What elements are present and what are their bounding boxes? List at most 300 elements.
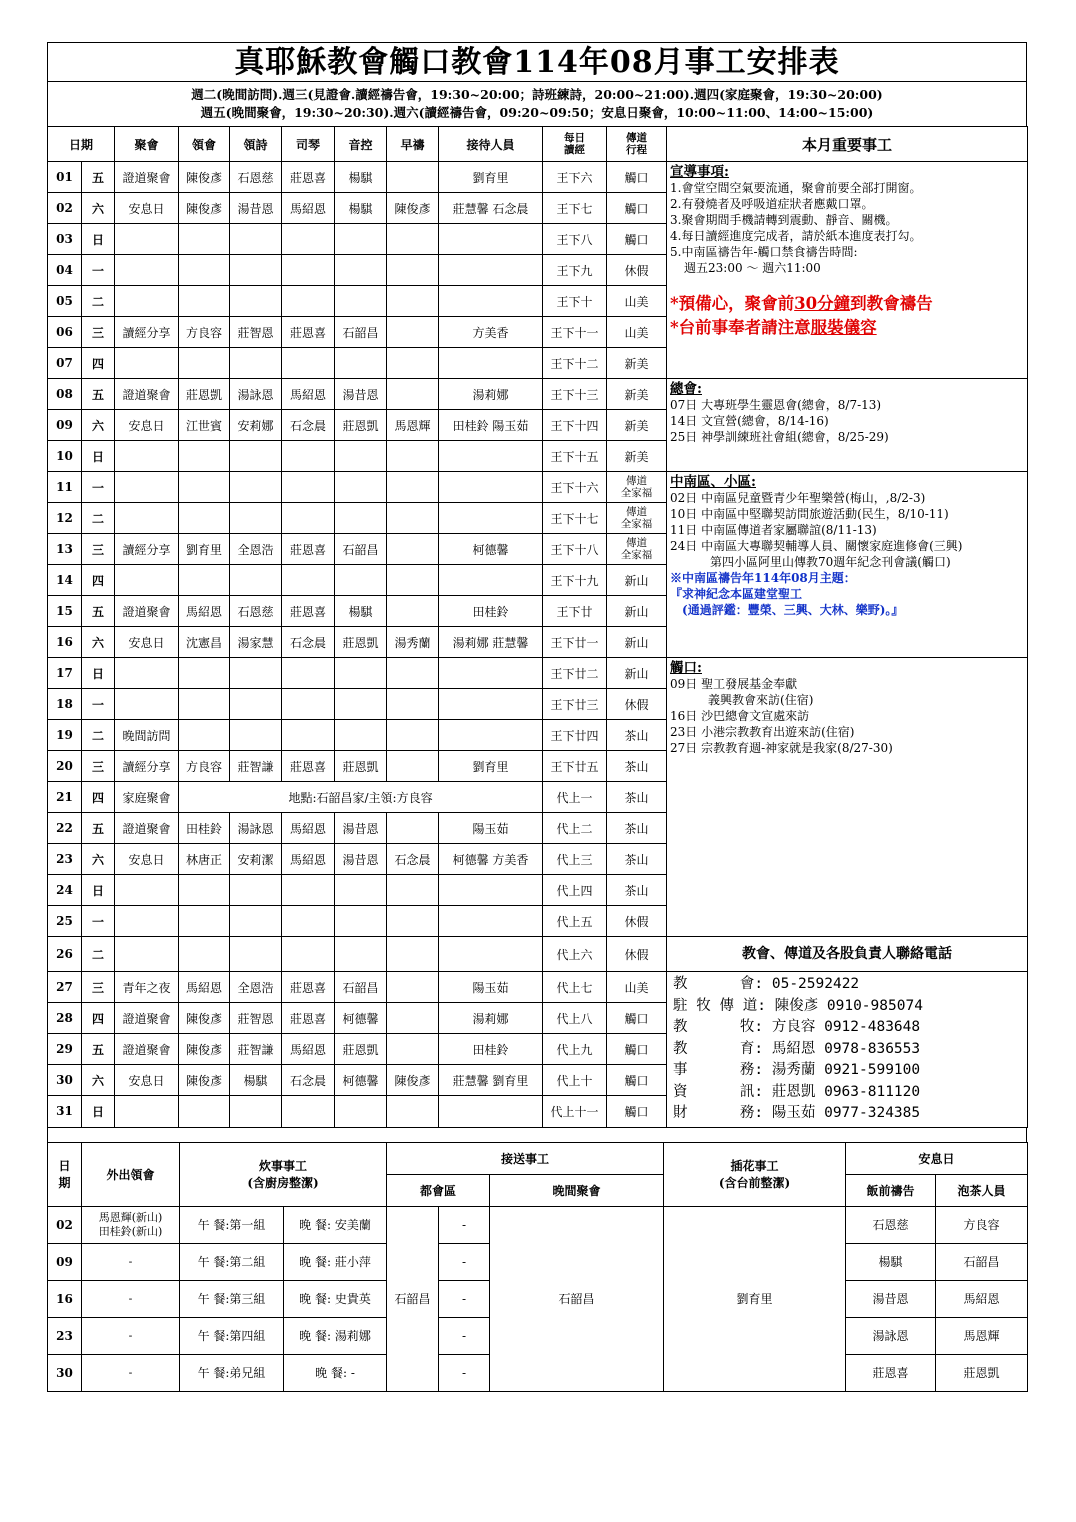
- meeting-cell: 證道聚會: [115, 162, 179, 193]
- preacher-location-cell: 山美: [607, 317, 667, 348]
- local-church-item: 27日 宗教教育週-神家就是我家(8/27-30): [670, 741, 893, 755]
- meeting-cell: 證道聚會: [115, 379, 179, 410]
- daily-reading-cell: 王下十六: [543, 472, 607, 503]
- reception-cell: 劉育里: [439, 162, 543, 193]
- morning-prayer-cell: [387, 224, 439, 255]
- page-title: 真耶穌教會觸口教會114年08月事工安排表: [47, 42, 1027, 82]
- meeting-cell: [115, 286, 179, 317]
- morning-prayer-cell: [387, 317, 439, 348]
- reminder-attire-text: *台前事奉者請注意: [670, 318, 811, 337]
- sound-control-cell: 石韶昌: [335, 534, 387, 565]
- meeting-details-cell: 地點:石韶昌家/主領:方良容: [179, 782, 543, 813]
- weekday-cell: 五: [82, 813, 115, 844]
- outside-leader-cell: -: [82, 1354, 180, 1391]
- meeting-cell: 讀經分享: [115, 317, 179, 348]
- meeting-cell: [115, 503, 179, 534]
- meeting-cell: [115, 255, 179, 286]
- local-church-item: 09日 聖工發展基金奉獻: [670, 677, 798, 691]
- metro-secondary-cell: -: [439, 1280, 490, 1317]
- meeting-cell: [115, 875, 179, 906]
- morning-prayer-cell: [387, 255, 439, 286]
- region-prayer-theme: ※中南區禱告年114年08月主題：: [670, 571, 856, 585]
- notices-panel: [667, 162, 1028, 379]
- daily-reading-cell: 王下十四: [543, 410, 607, 441]
- leader-cell: 陳俊彥: [179, 1003, 230, 1034]
- lunch-duty-cell: 午 餐:第一組: [180, 1206, 284, 1243]
- date-cell: 20: [48, 751, 82, 782]
- reception-cell: [439, 720, 543, 751]
- leader-cell: 陳俊彥: [179, 193, 230, 224]
- weekday-cell: 三: [82, 534, 115, 565]
- hymn-leader-cell: [230, 286, 282, 317]
- daily-reading-cell: 王下廿四: [543, 720, 607, 751]
- leader-cell: 田桂鈴: [179, 813, 230, 844]
- pianist-cell: 莊恩喜: [282, 534, 335, 565]
- meal-prayer-cell: 湯昔恩: [846, 1280, 936, 1317]
- date-cell: 28: [48, 1003, 82, 1034]
- schedule-row: [48, 658, 1028, 689]
- pianist-cell: [282, 937, 335, 972]
- section-gap: [47, 1128, 1027, 1142]
- pianist-cell: 石念晨: [282, 627, 335, 658]
- daily-reading-cell: 代上四: [543, 875, 607, 906]
- weekday-cell: 一: [82, 689, 115, 720]
- preacher-location-cell: 觸口: [607, 1003, 667, 1034]
- preacher-location-cell: 休假: [607, 689, 667, 720]
- weekly-schedule-note: [47, 82, 1027, 126]
- meeting-cell: [115, 224, 179, 255]
- preacher-location-cell: 新美: [607, 379, 667, 410]
- date-cell: 07: [48, 348, 82, 379]
- reception-cell: [439, 503, 543, 534]
- pianist-cell: [282, 1096, 335, 1127]
- contact-item: 教 育: 馬紹恩 0978-836553: [673, 1040, 921, 1057]
- outside-leader-cell: 馬恩輝(新山) 田桂鈴(新山): [82, 1206, 180, 1243]
- duty-row: [48, 1206, 1028, 1243]
- morning-prayer-cell: [387, 534, 439, 565]
- date-cell: 23: [48, 844, 82, 875]
- pianist-cell: 馬紹恩: [282, 813, 335, 844]
- notice-item: 4.每日讀經進度完成者，請於紙本進度表打勾。: [670, 229, 922, 243]
- reception-cell: 田桂鈴: [439, 596, 543, 627]
- lunch-duty-cell: 午 餐:第三組: [180, 1280, 284, 1317]
- sound-control-cell: 湯昔恩: [335, 813, 387, 844]
- meeting-cell: [115, 348, 179, 379]
- col-header-date: 日期: [48, 127, 115, 162]
- tea-service-cell: 馬恩輝: [936, 1317, 1028, 1354]
- daily-reading-cell: 王下十一: [543, 317, 607, 348]
- daily-reading-cell: 王下十二: [543, 348, 607, 379]
- leader-cell: [179, 472, 230, 503]
- duty-header-transport: 接送事工: [387, 1142, 664, 1174]
- weekday-cell: 日: [82, 1096, 115, 1127]
- region-panel: [667, 472, 1028, 658]
- reminder-prayer: [670, 292, 1024, 316]
- daily-reading-cell: 代上八: [543, 1003, 607, 1034]
- morning-prayer-cell: [387, 751, 439, 782]
- sound-control-cell: [335, 255, 387, 286]
- region-item: 10日 中南區中堅聯契訪問旅遊活動(民生，8/10-11): [670, 507, 949, 521]
- meeting-cell: 青年之夜: [115, 972, 179, 1003]
- table-header: [48, 127, 1028, 162]
- schedule-sheet: [47, 42, 1027, 1402]
- monthly-schedule-table: [47, 126, 1028, 1128]
- meeting-cell: 證道聚會: [115, 1003, 179, 1034]
- leader-cell: 劉育里: [179, 534, 230, 565]
- daily-reading-cell: 代上一: [543, 782, 607, 813]
- date-cell: 03: [48, 224, 82, 255]
- contacts-header-cell: [667, 937, 1028, 972]
- preacher-location-cell: 觸口: [607, 162, 667, 193]
- weekday-cell: 四: [82, 348, 115, 379]
- reception-cell: 柯德馨: [439, 534, 543, 565]
- weekday-cell: 四: [82, 782, 115, 813]
- morning-prayer-cell: [387, 441, 439, 472]
- pianist-cell: [282, 503, 335, 534]
- pianist-cell: [282, 658, 335, 689]
- hymn-leader-cell: [230, 937, 282, 972]
- hymn-leader-cell: [230, 503, 282, 534]
- weekday-cell: 六: [82, 410, 115, 441]
- metro-secondary-cell: -: [439, 1243, 490, 1280]
- morning-prayer-cell: [387, 720, 439, 751]
- leader-cell: [179, 875, 230, 906]
- duty-header-row: [48, 1142, 1028, 1174]
- weekday-cell: 四: [82, 565, 115, 596]
- preacher-location-cell: 茶山: [607, 813, 667, 844]
- sound-control-cell: [335, 565, 387, 596]
- weekday-cell: 日: [82, 658, 115, 689]
- preacher-location-cell: 新山: [607, 627, 667, 658]
- date-cell: 10: [48, 441, 82, 472]
- reminder-attire-emphasis: 服裝儀容: [810, 318, 877, 337]
- meeting-cell: [115, 565, 179, 596]
- morning-prayer-cell: [387, 596, 439, 627]
- region-item: 第四小區阿里山傳教70週年紀念刊會議(觸口): [710, 555, 951, 569]
- general-assembly-panel: [667, 379, 1028, 472]
- date-cell: 09: [48, 410, 82, 441]
- reception-cell: [439, 565, 543, 596]
- meeting-cell: [115, 472, 179, 503]
- hymn-leader-cell: 湯家慧: [230, 627, 282, 658]
- reminder-prayer-text-end: 到教會禱告: [850, 294, 933, 313]
- hymn-leader-cell: 全恩浩: [230, 972, 282, 1003]
- duty-header-meal-prayer: 飯前禱告: [846, 1174, 936, 1206]
- leader-cell: [179, 224, 230, 255]
- preacher-location-cell: 休假: [607, 937, 667, 972]
- date-cell: 26: [48, 937, 82, 972]
- date-cell: 29: [48, 1034, 82, 1065]
- duty-date-cell: 09: [48, 1243, 82, 1280]
- duty-header-date: 日 期: [48, 1142, 82, 1206]
- col-header-meeting: 聚會: [115, 127, 179, 162]
- region-item: 24日 中南區大專聯契輔導人員、關懷家庭進修會(三興): [670, 539, 963, 553]
- morning-prayer-cell: 陳俊彥: [387, 1065, 439, 1096]
- date-cell: 06: [48, 317, 82, 348]
- pianist-cell: [282, 286, 335, 317]
- leader-cell: 方良容: [179, 317, 230, 348]
- pianist-cell: [282, 689, 335, 720]
- sound-control-cell: 湯昔恩: [335, 844, 387, 875]
- weekday-cell: 五: [82, 1034, 115, 1065]
- reception-cell: [439, 348, 543, 379]
- notice-item: 5.中南區禱告年-觸口禁食禱告時間:: [670, 245, 858, 259]
- pianist-cell: 馬紹恩: [282, 379, 335, 410]
- meeting-cell: 晚間訪問: [115, 720, 179, 751]
- reception-cell: 田桂鈴: [439, 1034, 543, 1065]
- pianist-cell: 馬紹恩: [282, 193, 335, 224]
- weekday-cell: 五: [82, 162, 115, 193]
- morning-prayer-cell: [387, 689, 439, 720]
- sound-control-cell: [335, 441, 387, 472]
- notice-item: 1.會堂空間空氣要流通，聚會前要全部打開窗。: [670, 181, 922, 195]
- hymn-leader-cell: [230, 720, 282, 751]
- meeting-cell: 證道聚會: [115, 596, 179, 627]
- hymn-leader-cell: [230, 875, 282, 906]
- col-header-reception: 接待人員: [439, 127, 543, 162]
- contacts-panel: [667, 972, 1028, 1128]
- weekday-cell: 三: [82, 972, 115, 1003]
- sound-control-cell: [335, 503, 387, 534]
- weekday-cell: 六: [82, 193, 115, 224]
- hymn-leader-cell: [230, 441, 282, 472]
- weekday-cell: 日: [82, 441, 115, 472]
- duty-date-cell: 02: [48, 1206, 82, 1243]
- daily-reading-cell: 王下廿: [543, 596, 607, 627]
- weekday-cell: 日: [82, 875, 115, 906]
- leader-cell: 馬紹恩: [179, 596, 230, 627]
- leader-cell: 莊恩凱: [179, 379, 230, 410]
- preacher-location-cell: 新美: [607, 410, 667, 441]
- meeting-cell: [115, 658, 179, 689]
- weekday-cell: 五: [82, 596, 115, 627]
- leader-cell: [179, 1096, 230, 1127]
- col-header-morning-prayer: 早禱: [387, 127, 439, 162]
- sound-control-cell: [335, 875, 387, 906]
- date-cell: 31: [48, 1096, 82, 1127]
- morning-prayer-cell: [387, 348, 439, 379]
- preacher-location-cell: 觸口: [607, 1096, 667, 1127]
- duty-date-cell: 16: [48, 1280, 82, 1317]
- region-prayer-theme-line: 『求神紀念本區建堂聖工: [670, 587, 803, 601]
- daily-reading-cell: 王下十: [543, 286, 607, 317]
- reception-cell: [439, 937, 543, 972]
- date-cell: 11: [48, 472, 82, 503]
- date-cell: 01: [48, 162, 82, 193]
- leader-cell: 陳俊彥: [179, 1034, 230, 1065]
- preacher-location-cell: 新山: [607, 658, 667, 689]
- date-cell: 14: [48, 565, 82, 596]
- meeting-cell: 安息日: [115, 193, 179, 224]
- meal-prayer-cell: 莊恩喜: [846, 1354, 936, 1391]
- daily-reading-cell: 代上十一: [543, 1096, 607, 1127]
- leader-cell: [179, 689, 230, 720]
- contact-item: 教 會: 05-2592422: [673, 976, 860, 992]
- tea-service-cell: 馬紹恩: [936, 1280, 1028, 1317]
- meal-prayer-cell: 楊騏: [846, 1243, 936, 1280]
- morning-prayer-cell: [387, 286, 439, 317]
- reminder-prayer-text: *預備心，聚會前: [670, 294, 795, 313]
- daily-reading-cell: 王下廿一: [543, 627, 607, 658]
- daily-reading-cell: 代上十: [543, 1065, 607, 1096]
- reception-cell: [439, 906, 543, 937]
- metro-secondary-cell: -: [439, 1206, 490, 1243]
- outside-leader-cell: -: [82, 1280, 180, 1317]
- hymn-leader-cell: 湯詠恩: [230, 379, 282, 410]
- daily-reading-cell: 王下十三: [543, 379, 607, 410]
- leader-cell: [179, 441, 230, 472]
- dinner-duty-cell: 晚 餐: 史貴英: [284, 1280, 387, 1317]
- weekday-cell: 一: [82, 472, 115, 503]
- reception-cell: [439, 441, 543, 472]
- ministry-duty-table: [47, 1142, 1028, 1392]
- morning-prayer-cell: 馬恩輝: [387, 410, 439, 441]
- daily-reading-cell: 王下十八: [543, 534, 607, 565]
- preacher-location-cell: 休假: [607, 255, 667, 286]
- hymn-leader-cell: [230, 565, 282, 596]
- date-cell: 24: [48, 875, 82, 906]
- flower-duty-cell: 劉育里: [664, 1206, 846, 1391]
- reception-cell: 劉育里: [439, 751, 543, 782]
- leader-cell: 馬紹恩: [179, 972, 230, 1003]
- leader-cell: [179, 255, 230, 286]
- preacher-location-cell: 新美: [607, 441, 667, 472]
- pianist-cell: 莊恩喜: [282, 596, 335, 627]
- sound-control-cell: [335, 224, 387, 255]
- leader-cell: 江世賓: [179, 410, 230, 441]
- pianist-cell: [282, 472, 335, 503]
- weekday-cell: 二: [82, 503, 115, 534]
- local-church-panel: [667, 658, 1028, 937]
- leader-cell: [179, 658, 230, 689]
- morning-prayer-cell: [387, 1034, 439, 1065]
- sound-control-cell: 柯德馨: [335, 1065, 387, 1096]
- duty-date-cell: 23: [48, 1317, 82, 1354]
- weekday-cell: 六: [82, 627, 115, 658]
- hymn-leader-cell: 莊智謙: [230, 1034, 282, 1065]
- metro-secondary-cell: -: [439, 1317, 490, 1354]
- sound-control-cell: [335, 689, 387, 720]
- date-cell: 13: [48, 534, 82, 565]
- leader-cell: [179, 720, 230, 751]
- tea-service-cell: 莊恩凱: [936, 1354, 1028, 1391]
- weekday-cell: 二: [82, 937, 115, 972]
- local-church-item: 義興教會來訪(住宿): [708, 693, 814, 707]
- sound-control-cell: [335, 286, 387, 317]
- general-assembly-item: 07日 大專班學生靈恩會(總會，8/7-13): [670, 398, 882, 412]
- date-cell: 15: [48, 596, 82, 627]
- reception-cell: 莊慧馨 石念晨: [439, 193, 543, 224]
- duty-date-cell: 30: [48, 1354, 82, 1391]
- meeting-cell: 讀經分享: [115, 534, 179, 565]
- hymn-leader-cell: [230, 224, 282, 255]
- preacher-location-cell: 茶山: [607, 720, 667, 751]
- sound-control-cell: 楊騏: [335, 193, 387, 224]
- reception-cell: 柯德馨 方美香: [439, 844, 543, 875]
- meeting-cell: 安息日: [115, 844, 179, 875]
- outside-leader-cell: -: [82, 1243, 180, 1280]
- meal-prayer-cell: 石恩慈: [846, 1206, 936, 1243]
- date-cell: 27: [48, 972, 82, 1003]
- daily-reading-cell: 代上三: [543, 844, 607, 875]
- region-item: 02日 中南區兒童暨青少年聖樂營(梅山，,8/2-3): [670, 491, 926, 505]
- pianist-cell: 石念晨: [282, 1065, 335, 1096]
- notice-item: 3.聚會期間手機請轉到震動、靜音、關機。: [670, 213, 898, 227]
- reception-cell: 陽玉茹: [439, 813, 543, 844]
- reception-cell: [439, 255, 543, 286]
- hymn-leader-cell: 楊騏: [230, 1065, 282, 1096]
- hymn-leader-cell: [230, 472, 282, 503]
- pianist-cell: 石念晨: [282, 410, 335, 441]
- weekday-cell: 三: [82, 751, 115, 782]
- meeting-cell: 證道聚會: [115, 813, 179, 844]
- sound-control-cell: 楊騏: [335, 162, 387, 193]
- sound-control-cell: [335, 348, 387, 379]
- hymn-leader-cell: 石恩慈: [230, 596, 282, 627]
- region-heading: 中南區、小區:: [670, 474, 756, 490]
- sound-control-cell: [335, 720, 387, 751]
- col-header-piano: 司琴: [282, 127, 335, 162]
- preacher-location-cell: 茶山: [607, 751, 667, 782]
- morning-prayer-cell: 石念晨: [387, 844, 439, 875]
- lunch-duty-cell: 午 餐:弟兄組: [180, 1354, 284, 1391]
- date-cell: 30: [48, 1065, 82, 1096]
- morning-prayer-cell: [387, 813, 439, 844]
- pianist-cell: [282, 224, 335, 255]
- morning-prayer-cell: [387, 906, 439, 937]
- reception-cell: 田桂鈴 陽玉茹: [439, 410, 543, 441]
- metro-transport-cell: 石韶昌: [387, 1206, 439, 1391]
- reception-cell: [439, 689, 543, 720]
- sound-control-cell: 柯德馨: [335, 1003, 387, 1034]
- meeting-cell: [115, 906, 179, 937]
- meeting-cell: 安息日: [115, 410, 179, 441]
- weekday-cell: 四: [82, 1003, 115, 1034]
- morning-prayer-cell: [387, 875, 439, 906]
- pianist-cell: 莊恩喜: [282, 1003, 335, 1034]
- leader-cell: [179, 565, 230, 596]
- daily-reading-cell: 代上二: [543, 813, 607, 844]
- leader-cell: 林唐正: [179, 844, 230, 875]
- sound-control-cell: [335, 906, 387, 937]
- daily-reading-cell: 代上七: [543, 972, 607, 1003]
- preacher-location-cell: 休假: [607, 906, 667, 937]
- hymn-leader-cell: [230, 255, 282, 286]
- morning-prayer-cell: 陳俊彥: [387, 193, 439, 224]
- hymn-leader-cell: 湯昔恩: [230, 193, 282, 224]
- leader-cell: [179, 503, 230, 534]
- dinner-duty-cell: 晚 餐: 莊小萍: [284, 1243, 387, 1280]
- daily-reading-cell: 王下七: [543, 193, 607, 224]
- duty-header-cooking: 炊事事工 (含廚房整潔): [180, 1142, 387, 1206]
- sound-control-cell: 莊恩凱: [335, 627, 387, 658]
- preacher-location-cell: 觸口: [607, 1034, 667, 1065]
- meal-prayer-cell: 湯詠恩: [846, 1317, 936, 1354]
- date-cell: 22: [48, 813, 82, 844]
- leader-cell: 陳俊彥: [179, 1065, 230, 1096]
- hymn-leader-cell: 湯詠恩: [230, 813, 282, 844]
- meeting-cell: 安息日: [115, 627, 179, 658]
- weekday-cell: 六: [82, 844, 115, 875]
- general-assembly-heading: 總會:: [670, 381, 702, 397]
- pianist-cell: [282, 565, 335, 596]
- preacher-location-cell: 觸口: [607, 224, 667, 255]
- sound-control-cell: [335, 937, 387, 972]
- meeting-cell: 安息日: [115, 1065, 179, 1096]
- sound-control-cell: [335, 472, 387, 503]
- metro-secondary-cell: -: [439, 1354, 490, 1391]
- sound-control-cell: [335, 658, 387, 689]
